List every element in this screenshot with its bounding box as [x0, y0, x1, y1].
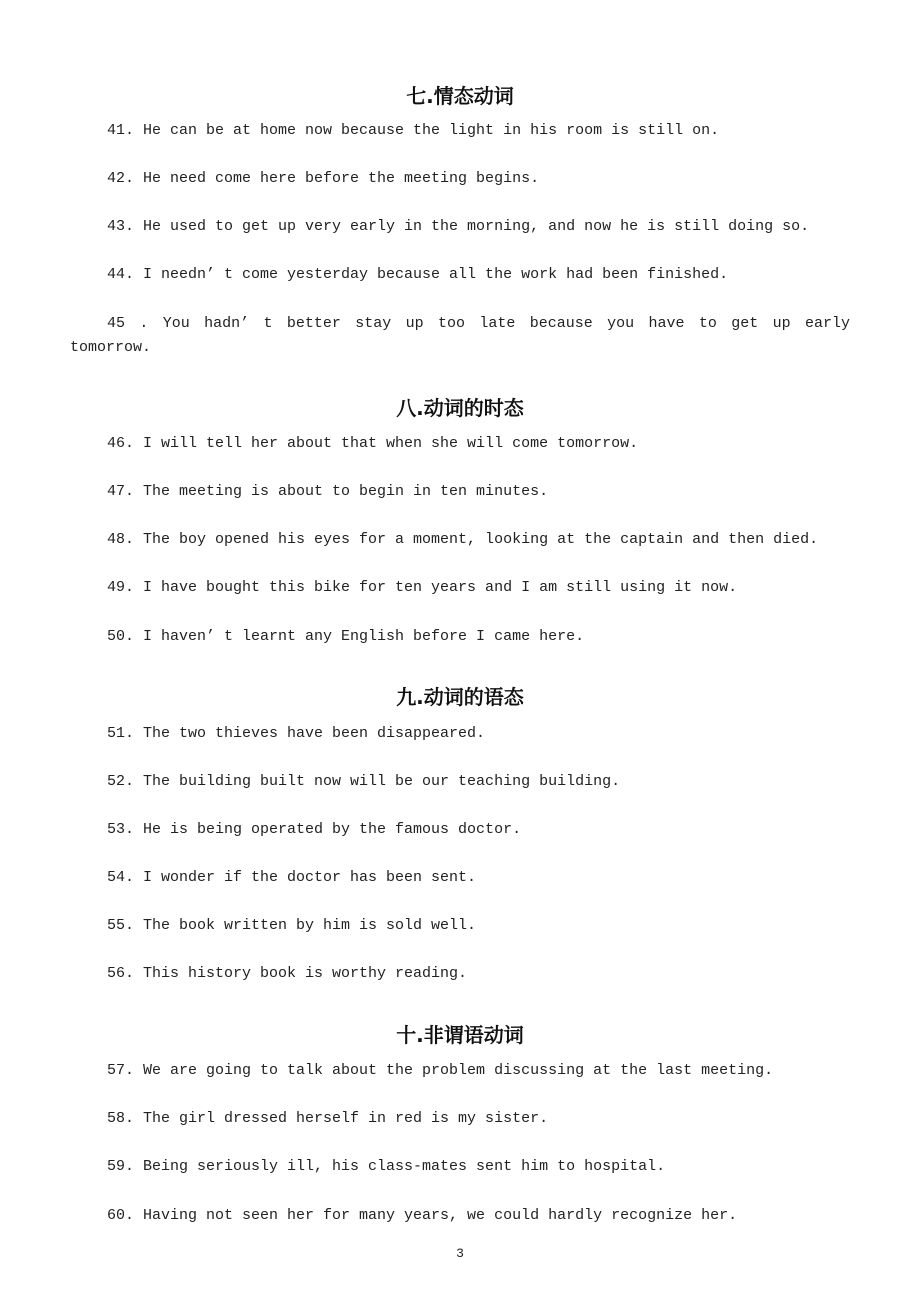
list-item: 44. I needn’ t come yesterday because all the work had been finished. [107, 266, 729, 283]
list-item: 45 . You hadn’ t better stay up too late because you have to get up early tomorrow. [70, 315, 850, 356]
list-item: 53. He is being operated by the famous doctor. [107, 821, 522, 838]
section-heading-non-finite-verbs: 十.非谓语动词 [396, 1023, 524, 1047]
section-heading-verb-tenses: 八.动词的时态 [396, 396, 524, 420]
list-item: 48. The boy opened his eyes for a moment, looking at the captain and then died. [107, 531, 819, 548]
list-item: 54. I wonder if the doctor has been sent. [107, 869, 477, 886]
list-item: 55. The book written by him is sold well. [107, 917, 477, 934]
list-item: 59. Being seriously ill, his class-mates sent him to hospital. [107, 1158, 666, 1175]
list-item: 46. I will tell her about that when she will come tomorrow. [107, 435, 639, 452]
list-item: 41. He can be at home now because the light in his room is still on. [107, 122, 720, 139]
list-item: 47. The meeting is about to begin in ten minutes. [107, 483, 549, 500]
list-item: 42. He need come here before the meeting begins. [107, 170, 540, 187]
list-item: 60. Having not seen her for many years, we could hardly recognize her. [107, 1207, 738, 1224]
list-item: 52. The building built now will be our teaching building. [107, 773, 621, 790]
section-heading-modal-verbs: 七.情态动词 [406, 84, 514, 108]
list-item: 49. I have bought this bike for ten years and I am still using it now. [107, 579, 738, 596]
list-item: 43. He used to get up very early in the morning, and now he is still doing so. [107, 218, 810, 235]
section-heading-verb-voice: 九.动词的语态 [396, 685, 524, 709]
list-item: 57. We are going to talk about the problem discussing at the last meeting. [107, 1062, 774, 1079]
page-number: 3 [456, 1246, 464, 1261]
list-item: 51. The two thieves have been disappeared. [107, 725, 486, 742]
list-item: 50. I haven’ t learnt any English before I came here. [107, 628, 585, 645]
list-item: 58. The girl dressed herself in red is my sister. [107, 1110, 549, 1127]
list-item: 56. This history book is worthy reading. [107, 965, 468, 982]
